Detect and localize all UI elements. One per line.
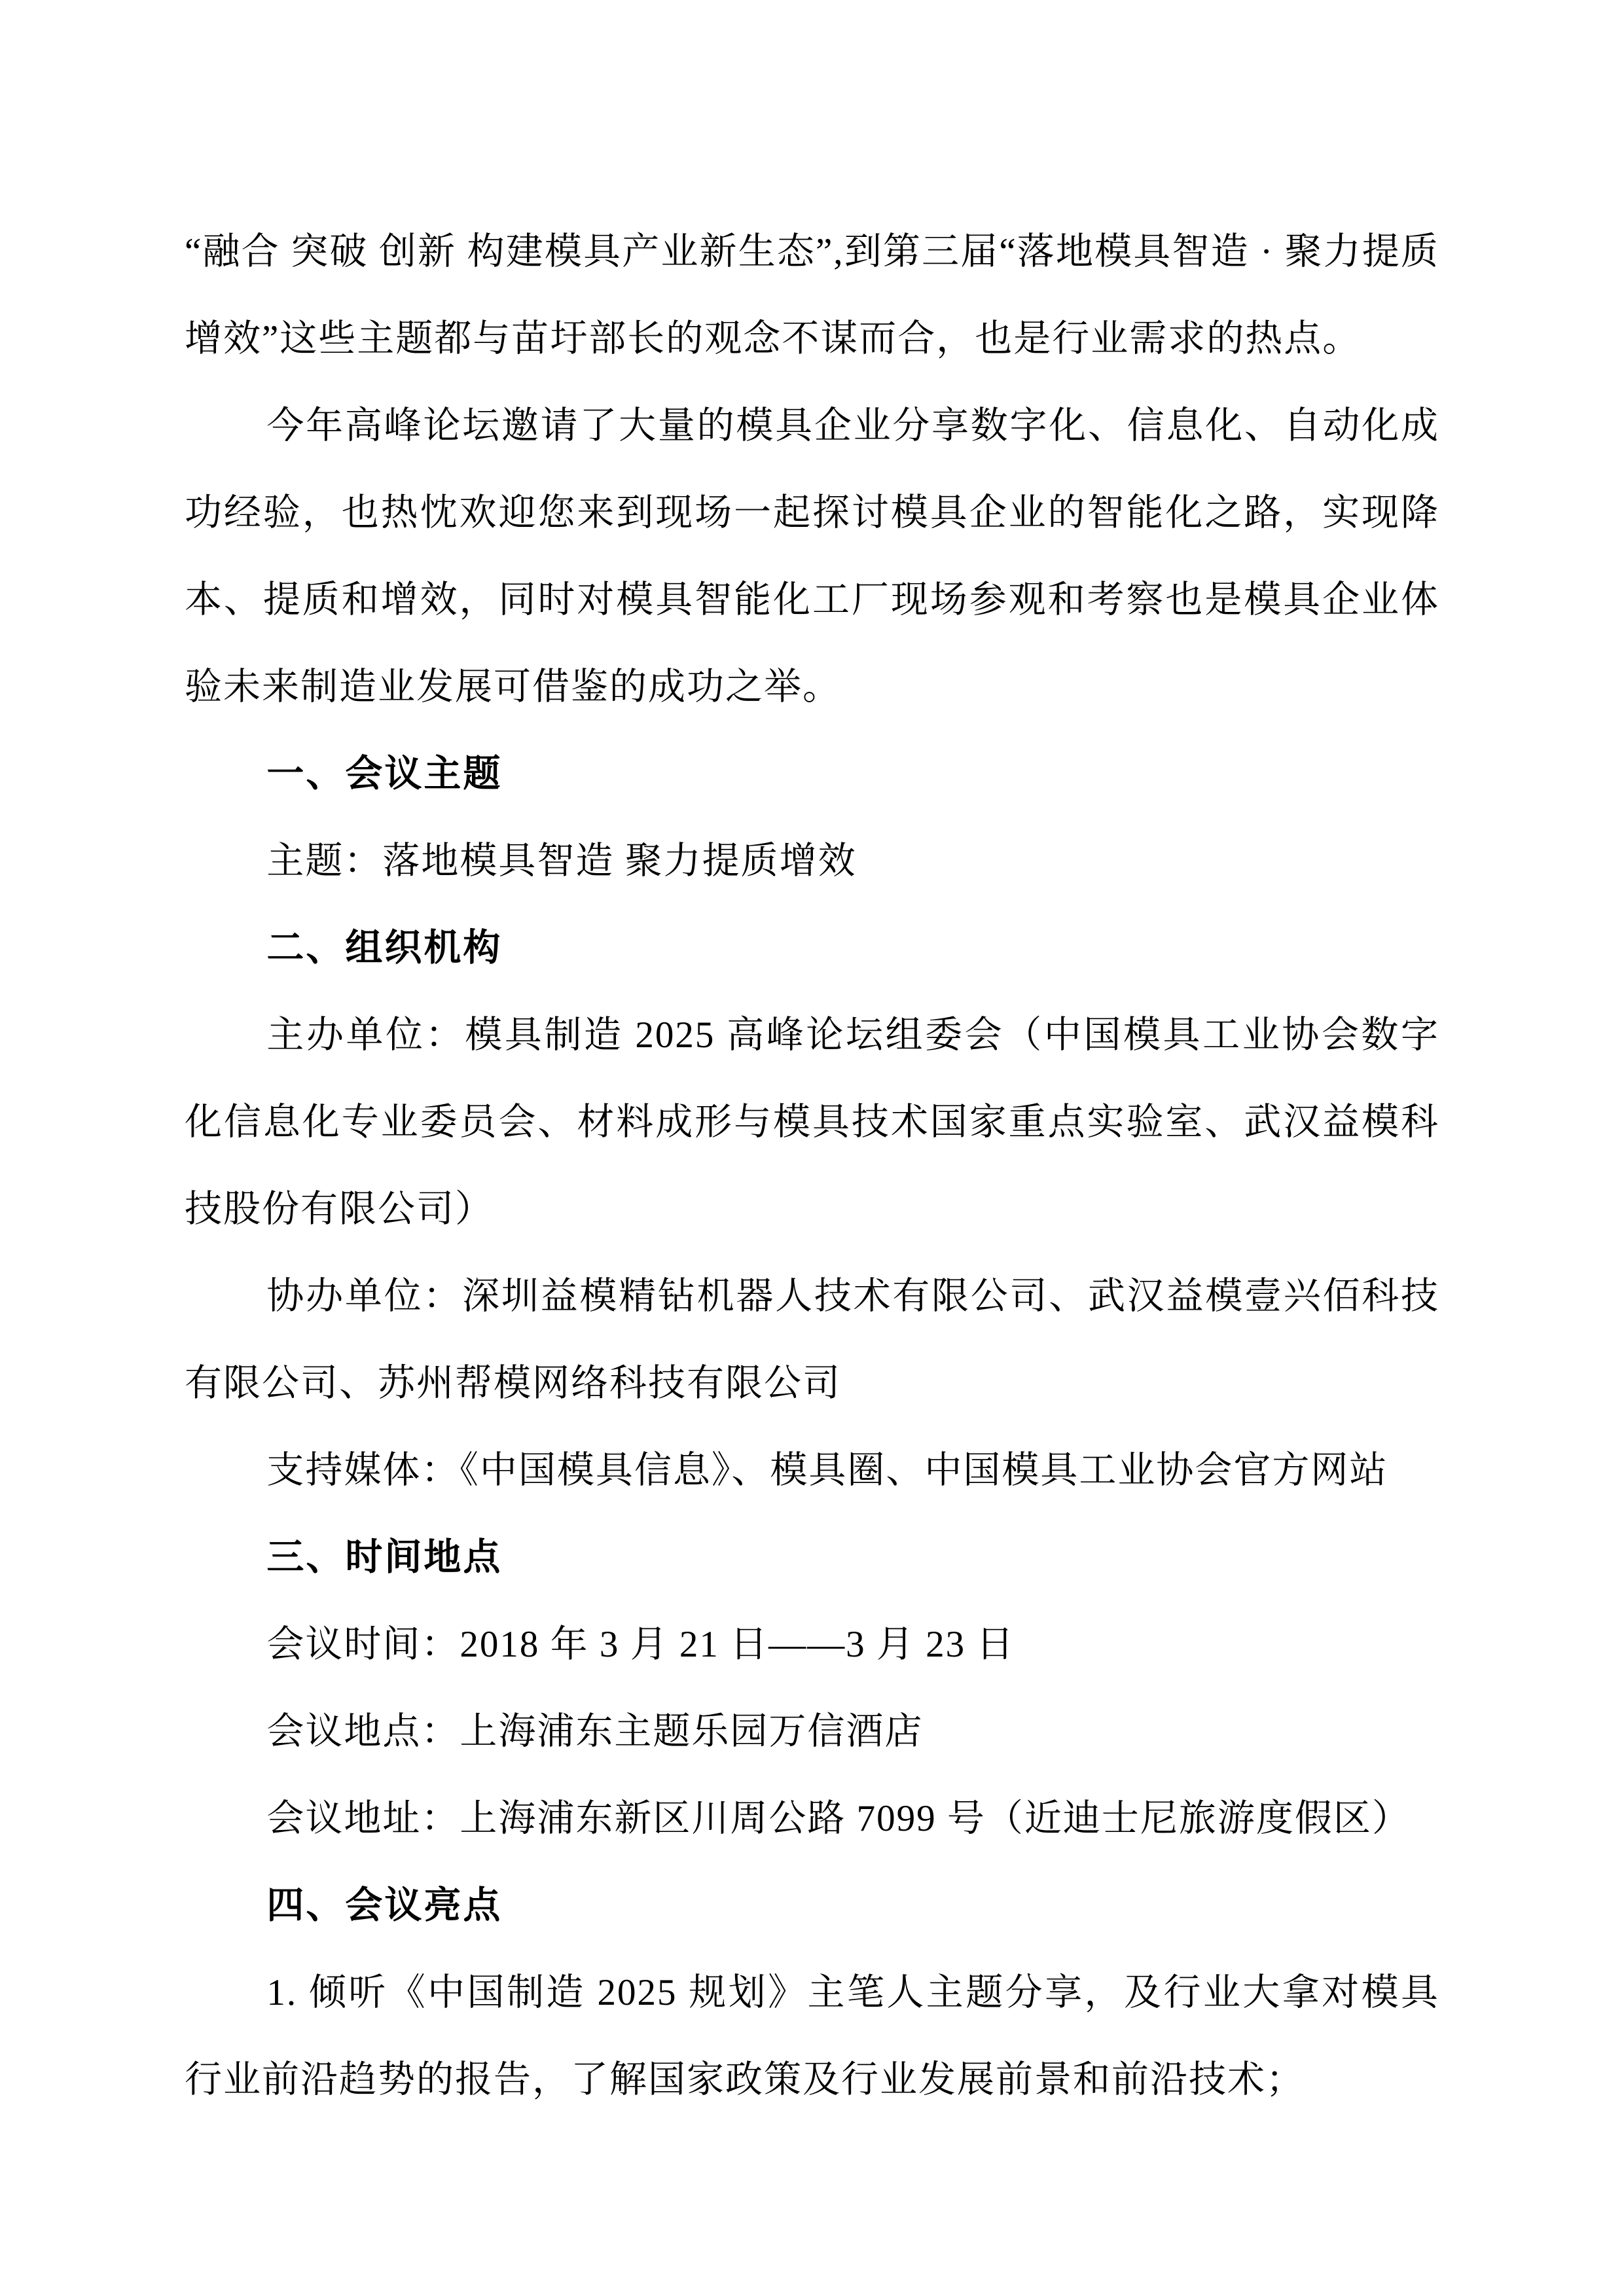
document-body: [185, 208, 1439, 2123]
paragraph-intro-invitation: 今年高峰论坛邀请了大量的模具企业分享数字化、信息化、自动化成功经验，也热忱欢迎您来到现场一起探讨模具企业的智能化之路，实现降本、提质和增效，同时对模具智能化工厂现场参观和考察也是模具企业体验未来制造业发展可借鉴的成功之举。: [185, 405, 1439, 708]
paragraph-meeting-time: 会议时间：2018 年 3 月 21 日——3 月 23 日: [266, 1624, 1015, 1665]
section-heading-organization: 二、组织机构: [266, 927, 503, 969]
section-heading-meeting-theme: 一、会议主题: [266, 753, 503, 795]
paragraph-meeting-address: 会议地址：上海浦东新区川周公路 7099 号（近迪士尼旅游度假区）: [266, 1798, 1411, 1839]
paragraph-meeting-theme: 主题：落地模具智造 聚力提质增效: [266, 840, 857, 882]
paragraph-intro-continuation: “融合 突破 创新 构建模具产业新生态”,到第三届“落地模具智造 · 聚力提质增效”这些主题都与苗圩部长的观念不谋而合，也是行业需求的热点。: [185, 231, 1439, 359]
paragraph-meeting-place: 会议地点：上海浦东主题乐园万信酒店: [266, 1711, 924, 1752]
paragraph-host-organizer: 主办单位：模具制造 2025 高峰论坛组委会（中国模具工业协会数字化信息化专业委员会、材料成形与模具技术国家重点实验室、武汉益模科技股份有限公司）: [185, 1014, 1439, 1230]
section-heading-highlights: 四、会议亮点: [266, 1884, 503, 1926]
paragraph-co-organizer: 协办单位：深圳益模精钻机器人技术有限公司、武汉益模壹兴佰科技有限公司、苏州帮模网络科技有限公司: [185, 1276, 1439, 1404]
section-heading-time-place: 三、时间地点: [266, 1536, 503, 1578]
paragraph-supporting-media: 支持媒体：《中国模具信息》、模具圈、中国模具工业协会官方网站: [266, 1450, 1388, 1491]
paragraph-highlight-1: 1. 倾听《中国制造 2025 规划》主笔人主题分享，及行业大拿对模具行业前沿趋势的报告，了解国家政策及行业发展前景和前沿技术；: [185, 1972, 1439, 2100]
